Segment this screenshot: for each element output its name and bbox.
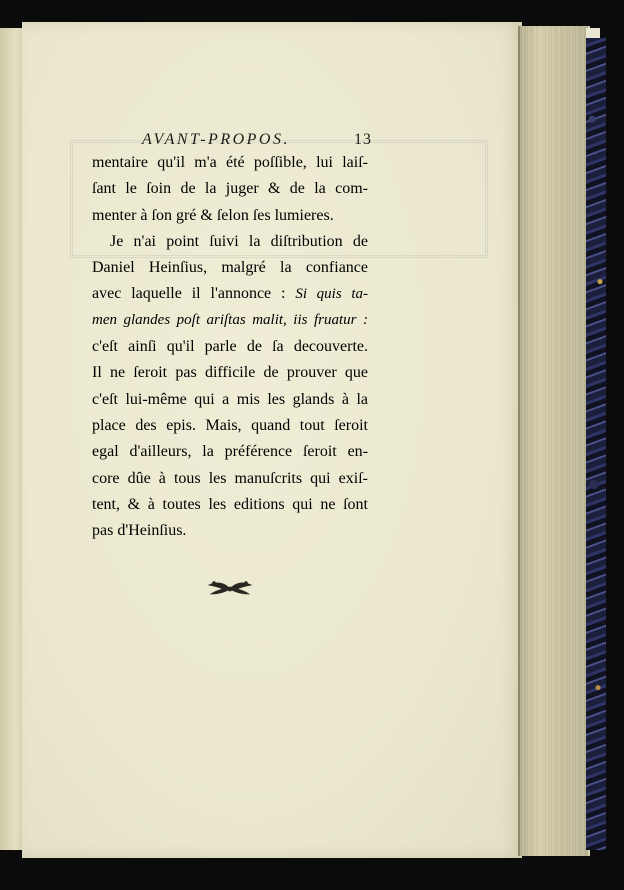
text-line: pas d'Heinſius.: [92, 522, 187, 540]
text-line: ſant le ſoin de la juger & de la com-: [92, 180, 368, 198]
page-number: 13: [354, 131, 372, 148]
text-line: tent, & à toutes les editions qui ne ſont: [92, 495, 368, 513]
italic-quote: Si quis ta-: [295, 286, 368, 303]
fleuron-icon: [205, 577, 255, 597]
text-line: c'eſt lui-même qui a mis les glands à la: [92, 390, 368, 408]
running-head: [142, 131, 372, 149]
text-line: avec laquelle il l'annonce : Si quis ta-: [92, 285, 368, 303]
text-line: egal d'ailleurs, la préférence ſeroit en-: [92, 443, 368, 461]
text-line: Je n'ai point ſuivi la diſtribution de: [110, 232, 368, 250]
text-line-italic: men glandes poſt ariſtas malit, iis fruatur :: [92, 311, 368, 328]
text-line: Daniel Heinſius, malgré la confiance: [92, 259, 368, 277]
text-line: c'eſt ainſi qu'il parle de ſa decouverte.: [92, 338, 368, 356]
text-line: Il ne ſeroit pas difficile de prouver que: [92, 364, 368, 382]
text-line: place des epis. Mais, quand tout ſeroit: [92, 416, 368, 434]
text-line: menter à ſon gré & ſelon ſes lumieres.: [92, 206, 334, 224]
body-text: [92, 154, 368, 548]
text-line: core dûe à tous les manuſcrits qui exiſ-: [92, 469, 368, 487]
marbled-cover: [586, 38, 606, 850]
facing-page-edge: [0, 28, 23, 850]
running-title: AVANT-PROPOS.: [142, 131, 290, 148]
text-line: mentaire qu'il m'a été poſſible, lui laiſ-: [92, 154, 368, 171]
